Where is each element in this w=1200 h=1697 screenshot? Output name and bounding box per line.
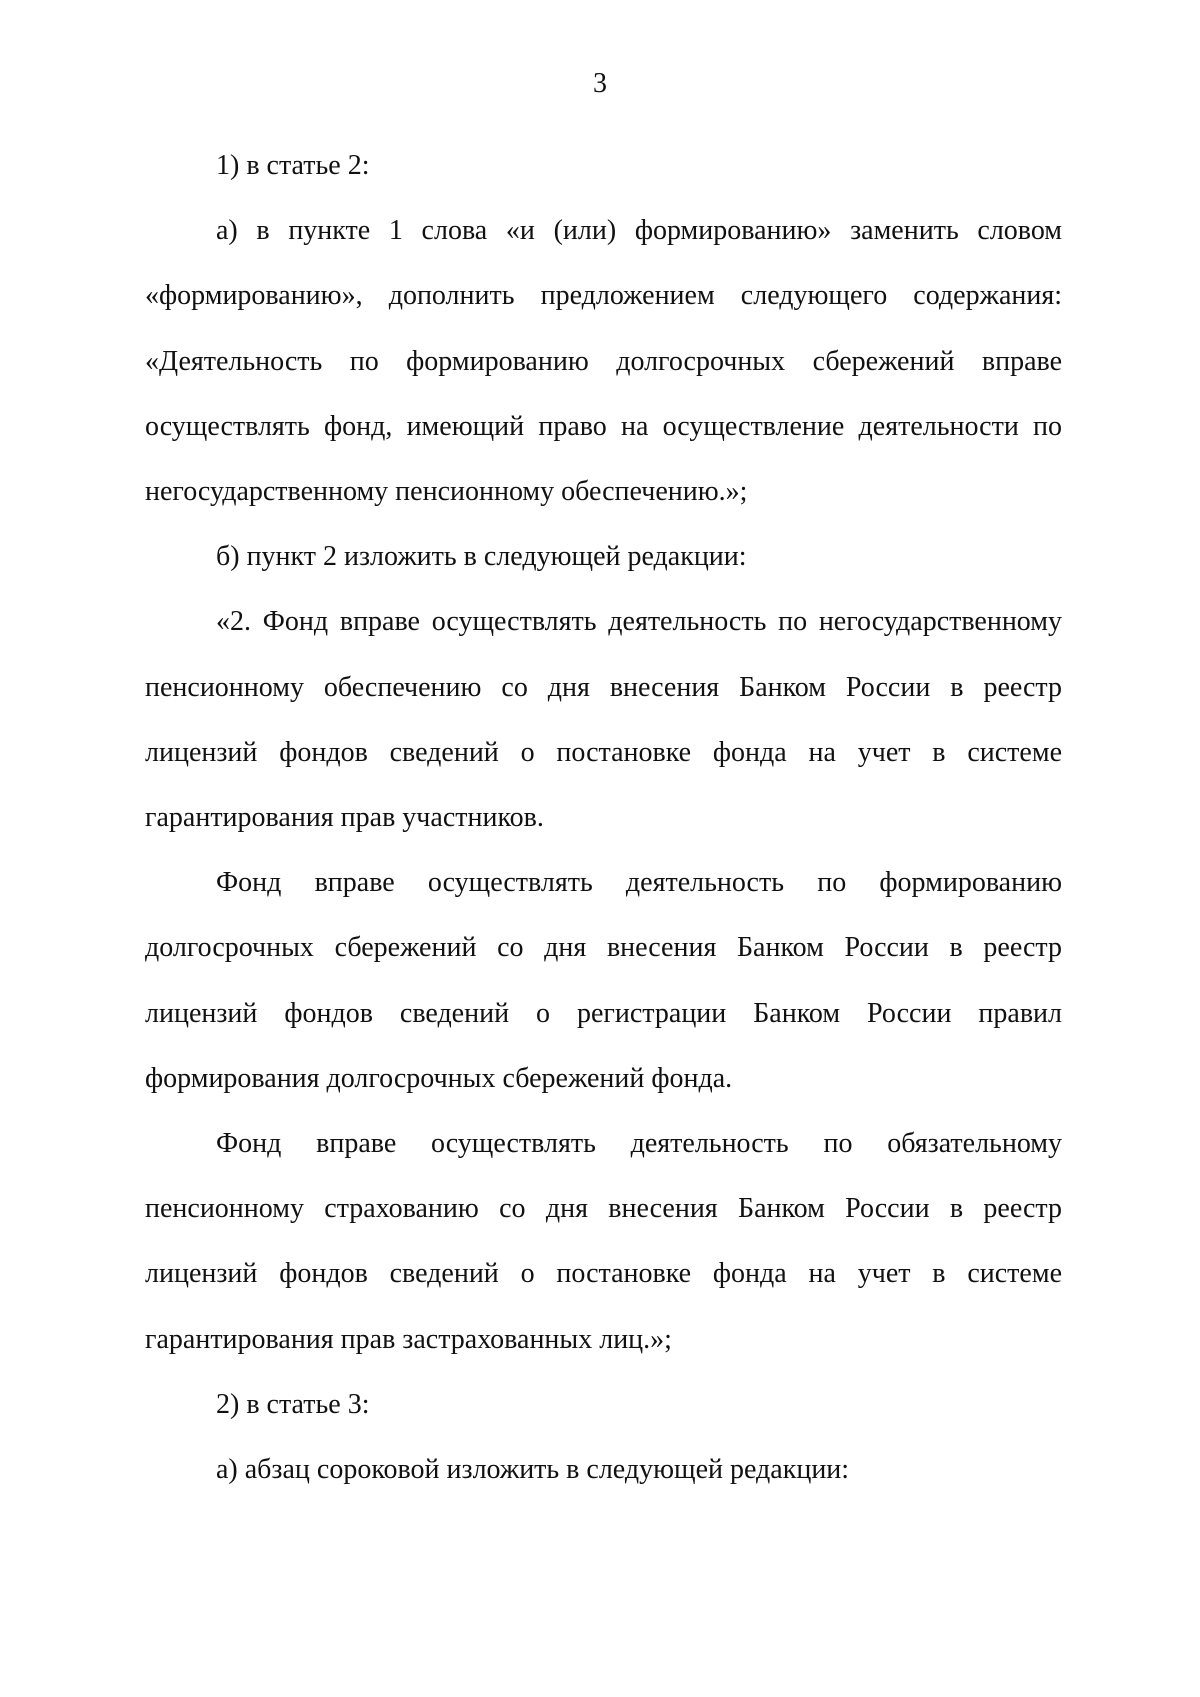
page-number: 3 bbox=[593, 68, 607, 99]
paragraph-item-a-fortieth-paragraph: а) абзац сороковой изложить в следующей редакции: bbox=[216, 1454, 850, 1486]
paragraph-item-a-point-1: а) в пункте 1 слова «и (или) формированию» заменить словом «формированию», дополнить предложением следующего содержания: «Деятельность по формированию долгосрочных сбережений вправе осуществлять фонд, имеющий право на осуществление деятельности по негосударственному пенсионному обеспечению.»; bbox=[145, 215, 1062, 508]
paragraph-article-3-heading: 2) в статье 3: bbox=[216, 1388, 370, 1420]
document-body bbox=[145, 133, 1062, 1502]
paragraph-article-2-heading: 1) в статье 2: bbox=[216, 150, 370, 181]
paragraph-item-b-point-2: б) пункт 2 изложить в следующей редакции: bbox=[216, 541, 747, 573]
paragraph-point-2-new-text: «2. Фонд вправе осуществлять деятельность по негосударственному пенсионному обеспечению со дня внесения Банком России в реестр лицензий фондов сведений о постановке фонда на учет в системе гарантирования прав участников. bbox=[145, 606, 1062, 834]
paragraph-long-term-savings: Фонд вправе осуществлять деятельность по формированию долгосрочных сбережений со дня внесения Банком России в реестр лицензий фондов сведений о регистрации Банком России правил формирования долгосрочных сбережений фонда. bbox=[145, 867, 1062, 1094]
paragraph-mandatory-pension-insurance: Фонд вправе осуществлять деятельность по обязательному пенсионному страхованию со дня внесения Банком России в реестр лицензий фондов сведений о постановке фонда на учет в системе гарантирования прав застрахованных лиц.»; bbox=[145, 1128, 1062, 1355]
